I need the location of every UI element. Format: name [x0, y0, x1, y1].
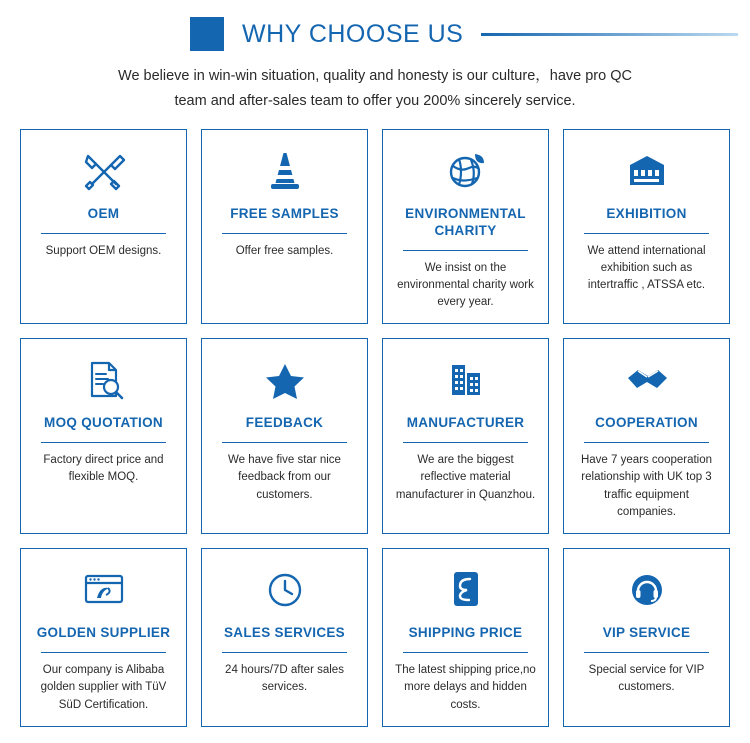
- feature-title: MANUFACTURER: [406, 415, 525, 431]
- feature-card-golden-supplier: [20, 548, 187, 727]
- feature-desc: We attend international exhibition such as intertraffic , ATSSA etc.: [587, 244, 706, 292]
- certificate-icon: [81, 567, 127, 613]
- feature-title: FREE SAMPLES: [230, 205, 339, 221]
- section-header: [0, 0, 750, 52]
- feature-card-shipping-price: [382, 548, 549, 727]
- feature-title: SHIPPING PRICE: [408, 625, 523, 641]
- feature-desc: Have 7 years cooperation relationship with UK top 3 traffic equipment companies.: [580, 454, 713, 518]
- tools-icon: [82, 148, 126, 194]
- card-divider: [222, 652, 347, 653]
- feature-card-free-samples: [201, 129, 368, 325]
- headset-icon: [626, 567, 668, 613]
- card-divider: [222, 233, 347, 234]
- feature-card-manufacturer: [382, 338, 549, 534]
- feature-title: OEM: [87, 205, 120, 221]
- intro-line-1: We believe in win-win situation, quality and honesty is our culture，have pro QC: [118, 68, 632, 84]
- feature-desc: Support OEM designs.: [45, 244, 162, 257]
- feature-desc: Our company is Alibaba golden supplier with TüV SüD Certification.: [40, 664, 167, 711]
- handshake-icon: [624, 357, 670, 403]
- document-search-icon: [83, 357, 125, 403]
- feature-card-feedback: [201, 338, 368, 534]
- feature-desc: Offer free samples.: [235, 244, 334, 257]
- card-divider: [41, 233, 166, 234]
- card-divider: [403, 250, 528, 251]
- card-divider: [584, 652, 709, 653]
- card-divider: [403, 442, 528, 443]
- building-icon: [624, 148, 670, 194]
- feature-desc: We have five star nice feedback from our customers.: [228, 454, 341, 501]
- feature-title: MOQ QUOTATION: [44, 415, 163, 431]
- features-grid: [0, 115, 750, 743]
- card-divider: [584, 442, 709, 443]
- feature-title: COOPERATION: [595, 415, 698, 431]
- feature-card-cooperation: [563, 338, 730, 534]
- star-icon: [263, 357, 307, 403]
- card-divider: [41, 652, 166, 653]
- feature-desc: Special service for VIP customers.: [588, 664, 705, 694]
- feature-desc: Factory direct price and flexible MOQ.: [43, 454, 164, 484]
- traffic-cone-icon: [265, 148, 305, 194]
- globe-leaf-icon: [445, 148, 487, 194]
- card-divider: [222, 442, 347, 443]
- feature-card-moq-quotation: [20, 338, 187, 534]
- feature-title: ENVIRONMENTAL CHARITY: [405, 205, 526, 238]
- feature-desc: 24 hours/7D after sales services.: [225, 664, 344, 694]
- intro-line-2: team and after-sales team to offer you 200% sincerely service.: [174, 93, 576, 110]
- intro-paragraph: [40, 64, 710, 115]
- feature-desc: We insist on the environmental charity work every year.: [397, 261, 534, 308]
- card-divider: [584, 233, 709, 234]
- feature-desc: The latest shipping price,no more delays and hidden costs.: [395, 664, 536, 711]
- feature-title: EXHIBITION: [606, 205, 687, 221]
- feature-title: GOLDEN SUPPLIER: [36, 625, 171, 641]
- shipping-tag-icon: [448, 567, 484, 613]
- feature-title: SALES SERVICES: [224, 625, 345, 641]
- feature-desc: We are the biggest reflective material manufacturer in Quanzhou.: [395, 454, 536, 501]
- feature-card-exhibition: [563, 129, 730, 325]
- header-rule: [481, 33, 738, 36]
- feature-card-environmental-charity: [382, 129, 549, 325]
- feature-card-oem: [20, 129, 187, 325]
- clock-icon: [265, 567, 305, 613]
- feature-title: FEEDBACK: [245, 415, 324, 431]
- card-divider: [403, 652, 528, 653]
- header-accent-square: [190, 17, 224, 51]
- card-divider: [41, 442, 166, 443]
- feature-card-sales-services: [201, 548, 368, 727]
- page-title: WHY CHOOSE US: [242, 19, 464, 48]
- feature-title: VIP SERVICE: [602, 625, 691, 641]
- factory-icon: [446, 357, 486, 403]
- feature-card-vip-service: [563, 548, 730, 727]
